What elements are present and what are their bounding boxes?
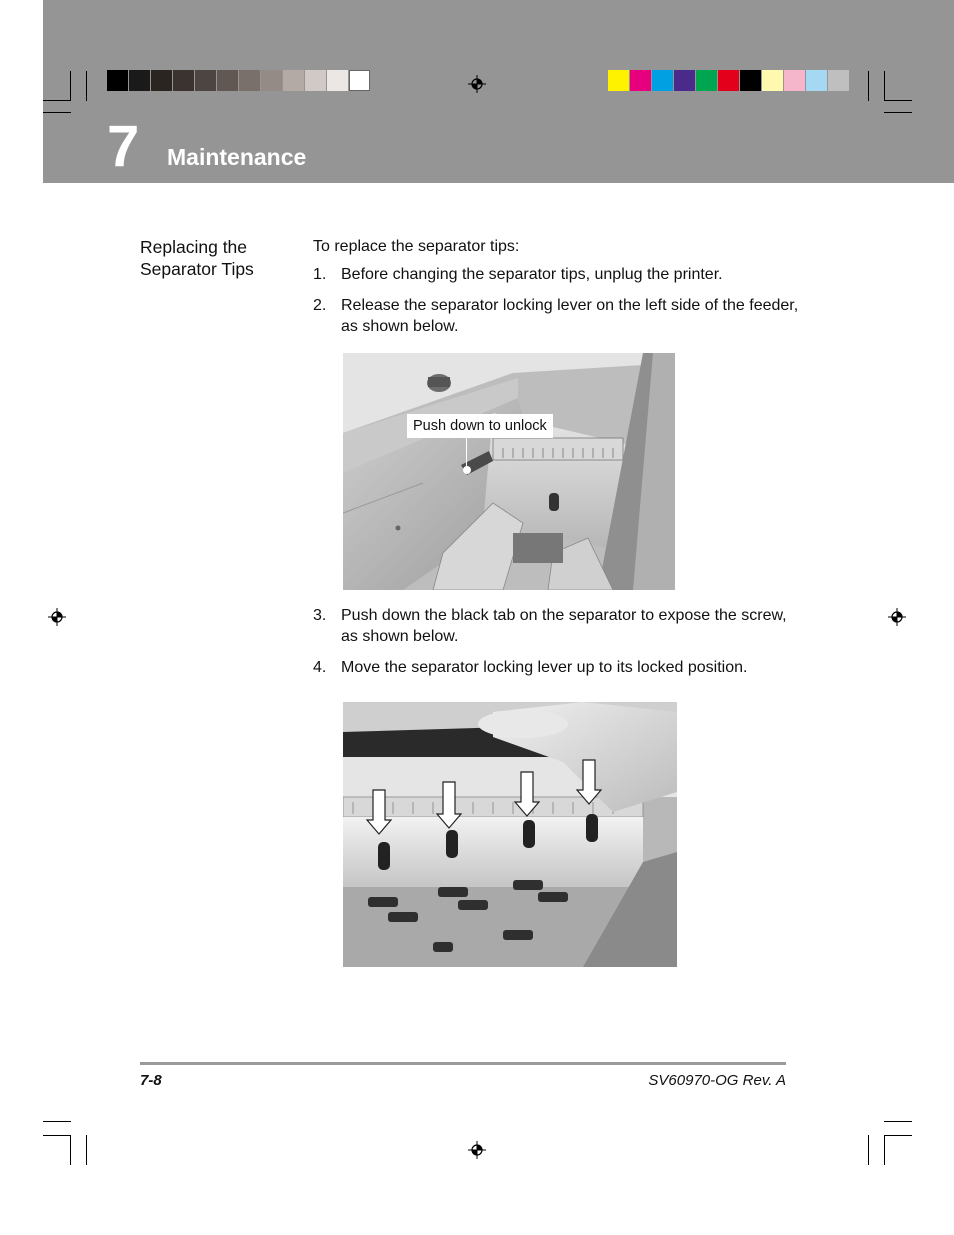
step-number: 3.: [313, 607, 327, 624]
crop-mark: [884, 71, 885, 101]
color-swatch: [630, 70, 651, 91]
section-heading: [140, 236, 300, 280]
step-text: Before changing the separator tips, unplug the printer.: [341, 266, 723, 283]
crop-mark: [43, 1135, 71, 1136]
crop-mark: [70, 71, 71, 101]
step-text: Move the separator locking lever up to its locked position.: [341, 659, 748, 676]
crop-mark: [884, 1135, 912, 1136]
chapter-number: 7: [107, 114, 140, 179]
crop-mark: [43, 112, 71, 113]
color-swatch: [762, 70, 783, 91]
crop-mark: [868, 1135, 869, 1165]
chapter-title: Maintenance: [167, 144, 307, 170]
crop-mark: [86, 71, 87, 101]
gray-calibration-strip: [107, 70, 371, 91]
crop-mark: [868, 71, 869, 101]
color-swatch: [784, 70, 805, 91]
color-swatch: [129, 70, 150, 91]
crop-mark: [70, 1135, 71, 1165]
crop-mark: [43, 1121, 71, 1122]
color-swatch: [283, 70, 304, 91]
separator-tabs-photo: [343, 702, 677, 967]
registration-mark-icon: [888, 608, 906, 626]
color-swatch: [107, 70, 128, 91]
color-swatch: [239, 70, 260, 91]
color-swatch: [828, 70, 849, 91]
page-number: 7-8: [140, 1072, 162, 1089]
footer-rule: [140, 1062, 786, 1065]
section-heading-line2: Separator Tips: [140, 259, 254, 279]
color-swatch: [718, 70, 739, 91]
document-id: SV60970-OG Rev. A: [648, 1072, 786, 1089]
color-swatch: [349, 70, 370, 91]
color-swatch: [740, 70, 761, 91]
crop-mark: [884, 1135, 885, 1165]
color-swatch: [261, 70, 282, 91]
color-swatch: [674, 70, 695, 91]
color-swatch: [305, 70, 326, 91]
crop-mark: [884, 100, 912, 101]
lever-photo: [343, 353, 675, 590]
color-swatch: [327, 70, 348, 91]
crop-mark: [43, 100, 71, 101]
crop-mark: [86, 1135, 87, 1165]
step-number: 1.: [313, 266, 327, 283]
lever-callout: Push down to unlock: [407, 414, 553, 438]
section-heading-line1: Replacing the: [140, 237, 248, 257]
color-swatch: [195, 70, 216, 91]
separator-tabs-illustration: [343, 702, 677, 967]
step-text: Push down the black tab on the separator to expose the screw, as shown below.: [341, 607, 787, 645]
color-swatch: [608, 70, 629, 91]
registration-mark-icon: [468, 1141, 486, 1159]
color-swatch: [151, 70, 172, 91]
crop-mark: [884, 112, 912, 113]
registration-mark-icon: [468, 75, 486, 93]
crop-mark: [884, 1121, 912, 1122]
color-calibration-strip: [608, 70, 850, 91]
color-swatch: [173, 70, 194, 91]
step-number: 4.: [313, 659, 327, 676]
color-swatch: [806, 70, 827, 91]
registration-mark-icon: [48, 608, 66, 626]
color-swatch: [217, 70, 238, 91]
step-number: 2.: [313, 297, 327, 314]
lever-photo-illustration: [343, 353, 675, 590]
callout-leader-line: [466, 435, 467, 469]
color-swatch: [696, 70, 717, 91]
intro-text: To replace the separator tips:: [313, 238, 520, 255]
color-swatch: [652, 70, 673, 91]
step-text: Release the separator locking lever on the left side of the feeder, as shown below.: [341, 297, 799, 335]
